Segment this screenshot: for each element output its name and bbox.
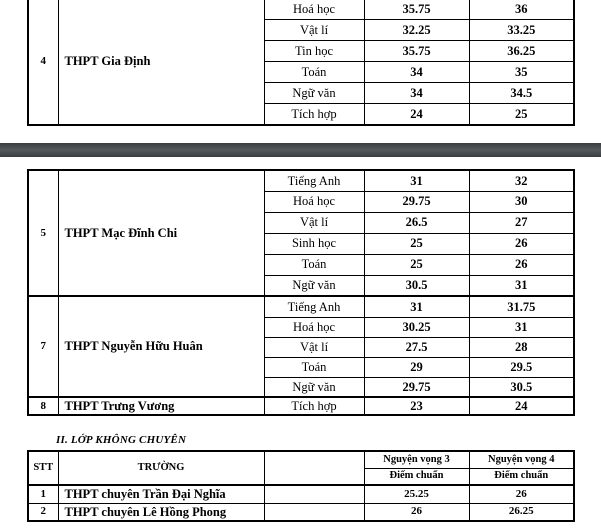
nv4-score-cell: 27 bbox=[469, 212, 574, 233]
blank-cell bbox=[264, 503, 364, 521]
nv4-score-cell: 28 bbox=[469, 337, 574, 357]
nv3-score-cell: 30.5 bbox=[364, 275, 469, 296]
table-row bbox=[28, 170, 574, 191]
table-row bbox=[28, 503, 574, 521]
nv3-score-cell: 23 bbox=[364, 397, 469, 415]
subject-cell: Tiếng Anh bbox=[264, 296, 364, 317]
nv4-score-cell: 34.5 bbox=[469, 83, 574, 104]
section-heading: II. LỚP KHÔNG CHUYÊN bbox=[56, 434, 187, 446]
subject-cell: Ngữ văn bbox=[264, 377, 364, 397]
nv3-score-cell: 35.75 bbox=[364, 0, 469, 20]
school-name-cell: THPT Nguyễn Hữu Huân bbox=[58, 296, 264, 397]
nv3-score-cell: 29.75 bbox=[364, 377, 469, 397]
subject-cell: Toán bbox=[264, 357, 364, 377]
subject-cell: Tích hợp bbox=[264, 104, 364, 125]
subject-cell: Hoá học bbox=[264, 191, 364, 212]
header-nv3: Nguyện vọng 3 bbox=[364, 451, 469, 468]
school-name-cell: THPT chuyên Trần Đại Nghĩa bbox=[58, 485, 264, 503]
subject-cell: Sinh học bbox=[264, 233, 364, 254]
header-school: TRƯỜNG bbox=[58, 451, 264, 485]
stt-cell: 5 bbox=[28, 170, 58, 296]
nv4-score-cell: 33.25 bbox=[469, 20, 574, 41]
nv3-score-cell: 31 bbox=[364, 170, 469, 191]
stt-cell: 1 bbox=[28, 485, 58, 503]
nv4-score-cell: 26 bbox=[469, 254, 574, 275]
nv3-score-cell: 25.25 bbox=[364, 485, 469, 503]
nv4-score-cell: 31 bbox=[469, 275, 574, 296]
table-row bbox=[28, 485, 574, 503]
nv3-score-cell: 35.75 bbox=[364, 41, 469, 62]
nv4-score-cell: 36.25 bbox=[469, 41, 574, 62]
header-nv4: Nguyện vọng 4 bbox=[469, 451, 574, 468]
table-row bbox=[28, 397, 574, 415]
header-blank bbox=[264, 451, 364, 485]
header-stt: STT bbox=[28, 451, 58, 485]
stt-cell: 2 bbox=[28, 503, 58, 521]
subject-cell: Ngữ văn bbox=[264, 83, 364, 104]
nv4-score-cell: 30.5 bbox=[469, 377, 574, 397]
nv4-score-cell: 26.25 bbox=[469, 503, 574, 521]
subject-cell: Tin học bbox=[264, 41, 364, 62]
stt-cell: 8 bbox=[28, 397, 58, 415]
nv3-score-cell: 29.75 bbox=[364, 191, 469, 212]
subject-cell: Toán bbox=[264, 254, 364, 275]
nv4-score-cell: 31 bbox=[469, 317, 574, 337]
subject-cell: Ngữ văn bbox=[264, 275, 364, 296]
nv3-score-cell: 26 bbox=[364, 503, 469, 521]
subject-cell: Tích hợp bbox=[264, 397, 364, 415]
nv3-score-cell: 31 bbox=[364, 296, 469, 317]
subject-cell: Hoá học bbox=[264, 0, 364, 20]
school-name-cell: THPT chuyên Lê Hồng Phong bbox=[58, 503, 264, 521]
nv4-score-cell: 31.75 bbox=[469, 296, 574, 317]
subject-cell: Tiếng Anh bbox=[264, 170, 364, 191]
nv4-score-cell: 26 bbox=[469, 485, 574, 503]
nv4-score-cell: 26 bbox=[469, 233, 574, 254]
stt-cell: 4 bbox=[28, 0, 58, 125]
cutoff-score-table-page-2 bbox=[27, 169, 575, 416]
stt-cell: 7 bbox=[28, 296, 58, 397]
nv3-score-cell: 34 bbox=[364, 62, 469, 83]
nv4-score-cell: 32 bbox=[469, 170, 574, 191]
non-specialized-class-table bbox=[27, 450, 575, 522]
document-page-1 bbox=[0, 0, 601, 143]
nv3-score-cell: 32.25 bbox=[364, 20, 469, 41]
nv3-score-cell: 25 bbox=[364, 254, 469, 275]
nv3-score-cell: 30.25 bbox=[364, 317, 469, 337]
cutoff-score-table-page-1 bbox=[27, 0, 575, 126]
nv4-score-cell: 25 bbox=[469, 104, 574, 125]
table-row bbox=[28, 296, 574, 317]
nv3-score-cell: 26.5 bbox=[364, 212, 469, 233]
nv3-score-cell: 27.5 bbox=[364, 337, 469, 357]
blank-cell bbox=[264, 485, 364, 503]
nv4-score-cell: 30 bbox=[469, 191, 574, 212]
header-nv3-cutoff: Điểm chuẩn bbox=[364, 468, 469, 485]
nv3-score-cell: 29 bbox=[364, 357, 469, 377]
nv4-score-cell: 35 bbox=[469, 62, 574, 83]
subject-cell: Hoá học bbox=[264, 317, 364, 337]
subject-cell: Vật lí bbox=[264, 337, 364, 357]
school-name-cell: THPT Mạc Đĩnh Chi bbox=[58, 170, 264, 296]
subject-cell: Vật lí bbox=[264, 212, 364, 233]
table-header-row bbox=[28, 451, 574, 468]
table-row bbox=[28, 0, 574, 20]
nv3-score-cell: 24 bbox=[364, 104, 469, 125]
page-break-separator bbox=[0, 143, 601, 157]
document-page-2 bbox=[0, 157, 601, 530]
school-name-cell: THPT Gia Định bbox=[58, 0, 264, 125]
subject-cell: Vật lí bbox=[264, 20, 364, 41]
nv4-score-cell: 24 bbox=[469, 397, 574, 415]
nv3-score-cell: 34 bbox=[364, 83, 469, 104]
header-nv4-cutoff: Điểm chuẩn bbox=[469, 468, 574, 485]
subject-cell: Toán bbox=[264, 62, 364, 83]
school-name-cell: THPT Trưng Vương bbox=[58, 397, 264, 415]
nv3-score-cell: 25 bbox=[364, 233, 469, 254]
nv4-score-cell: 29.5 bbox=[469, 357, 574, 377]
nv4-score-cell: 36 bbox=[469, 0, 574, 20]
